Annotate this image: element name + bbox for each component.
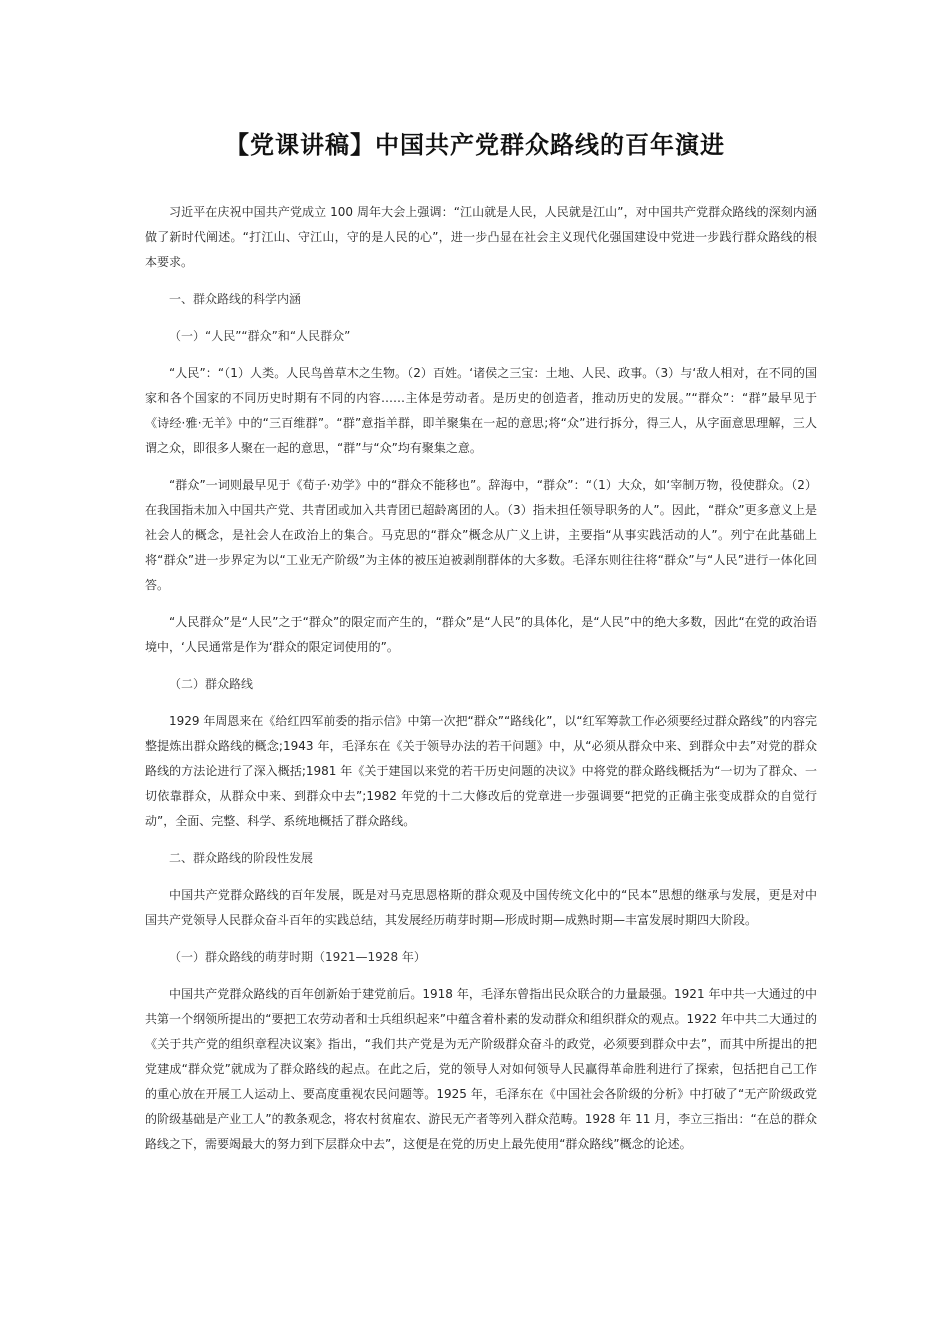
paragraph-renmin-definition: “人民”：“（1）人类。人民鸟兽草木之生物。（2）百姓。‘诸侯之三宝：土地、人民、政事。（3）与‘敌人相对，在不同的国家和各个国家的不同历史时期有不同的内容……主体是劳动者。是历史的创造者，推动历史的发展。”“群众”：“群”最早见于《诗经·雅·无羊》中的“三百维群”。“群”意指羊群，即羊聚集在一起的意思;将“众”进行拆分，得三人，从字面意思理解，三人谓之众，即很多人聚在一起的意思，“群”与“众”均有聚集之意。 — [145, 366, 817, 455]
paragraph-stages-overview: 中国共产党群众路线的百年发展，既是对马克思恩格斯的群众观及中国传统文化中的“民本”思想的继承与发展，更是对中国共产党领导人民群众奋斗百年的实践总结，其发展经历萌芽时期—形成时期—成熟时期—丰富发展时期四大阶段。 — [145, 888, 817, 927]
paragraph-renmin-qunzhong: “人民群众”是“人民”之于“群众”的限定而产生的，“群众”是“人民”的具体化，是“人民”中的绝大多数，因此“在党的政治语境中，‘人民通常是作为‘群众的限定词使用的”。 — [145, 615, 817, 654]
document-body — [145, 200, 817, 1169]
paragraph-mass-line-history: 1929 年周恩来在《给红四军前委的指示信》中第一次把“群众”“路线化”，以“红军筹款工作必须要经过群众路线”的内容完整提炼出群众路线的概念;1943 年，毛泽东在《关于领导办法的若干问题》中，从“必须从群众中来、到群众中去”对党的群众路线的方法论进行了深入概括;1981 年《关于建国以来党的若干历史问题的决议》中将党的群众路线概括为“一切为了群众、一切依靠群众，从群众中来、到群众中去”;1982 年党的十二大修改后的党章进一步强调要“把党的正确主张变成群众的自觉行动”，全面、完整、科学、系统地概括了群众路线。 — [145, 714, 817, 828]
subsection-heading-2-1: （一）群众路线的萌芽时期（1921—1928 年） — [169, 950, 426, 964]
subsection-heading-1-1: （一）“人民”“群众”和“人民群众” — [169, 329, 351, 343]
subsection-heading-1-2: （二）群众路线 — [169, 677, 254, 691]
paragraph-emergence-period: 中国共产党群众路线的百年创新始于建党前后。1918 年，毛泽东曾指出民众联合的力量最强。1921 年中共一大通过的中共第一个纲领所提出的“要把工农劳动者和士兵组织起来”中蕴含着朴素的发动群众和组织群众的观点。1922 年中共二大通过的《关于共产党的组织章程决议案》指出，“我们共产党是为无产阶级群众奋斗的政党，必须要到群众中去”，而其中所提出的把党建成“群众党”就成为了群众路线的起点。在此之后，党的领导人对如何领导人民赢得革命胜利进行了探索，包括把自己工作的重心放在开展工人运动上、要高度重视农民问题等。1925 年，毛泽东在《中国社会各阶级的分析》中打破了“无产阶级政党的阶级基础是产业工人”的教条观念，将农村贫雇农、游民无产者等列入群众范畴。1928 年 11 月，李立三指出：“在总的群众路线之下，需要竭最大的努力到下层群众中去”，这便是在党的历史上最先使用“群众路线”概念的论述。 — [145, 987, 817, 1151]
document-title: 【党课讲稿】中国共产党群众路线的百年演进 — [225, 131, 725, 159]
paragraph-qunzhong-definition: “群众”一词则最早见于《荀子·劝学》中的“群众不能移也”。辞海中，“群众”：“（1）大众，如‘宰制万物，役使群众。（2） 在我国指未加入中国共产党、共青团或加入共青团已超龄离团的人。（3）指未担任领导职务的人”。因此，“群众”更多意义上是社会人的概念，是社会人在政治上的集合。马克思的“群众”概念从广义上讲，主要指“从事实践活动的人”。列宁在此基础上将“群众”进一步界定为以“工业无产阶级”为主体的被压迫被剥削群体的大多数。毛泽东则往往将“群众”与“人民”进行一体化回答。 — [145, 478, 817, 592]
section-heading-1: 一、群众路线的科学内涵 — [169, 292, 302, 306]
section-heading-2: 二、群众路线的阶段性发展 — [169, 851, 314, 865]
paragraph-intro: 习近平在庆祝中国共产党成立 100 周年大会上强调：“江山就是人民，人民就是江山”，对中国共产党群众路线的深刻内涵做了新时代阐述。“打江山、守江山，守的是人民的心”，进一步凸显在社会主义现代化强国建设中党进一步践行群众路线的根本要求。 — [145, 205, 817, 269]
